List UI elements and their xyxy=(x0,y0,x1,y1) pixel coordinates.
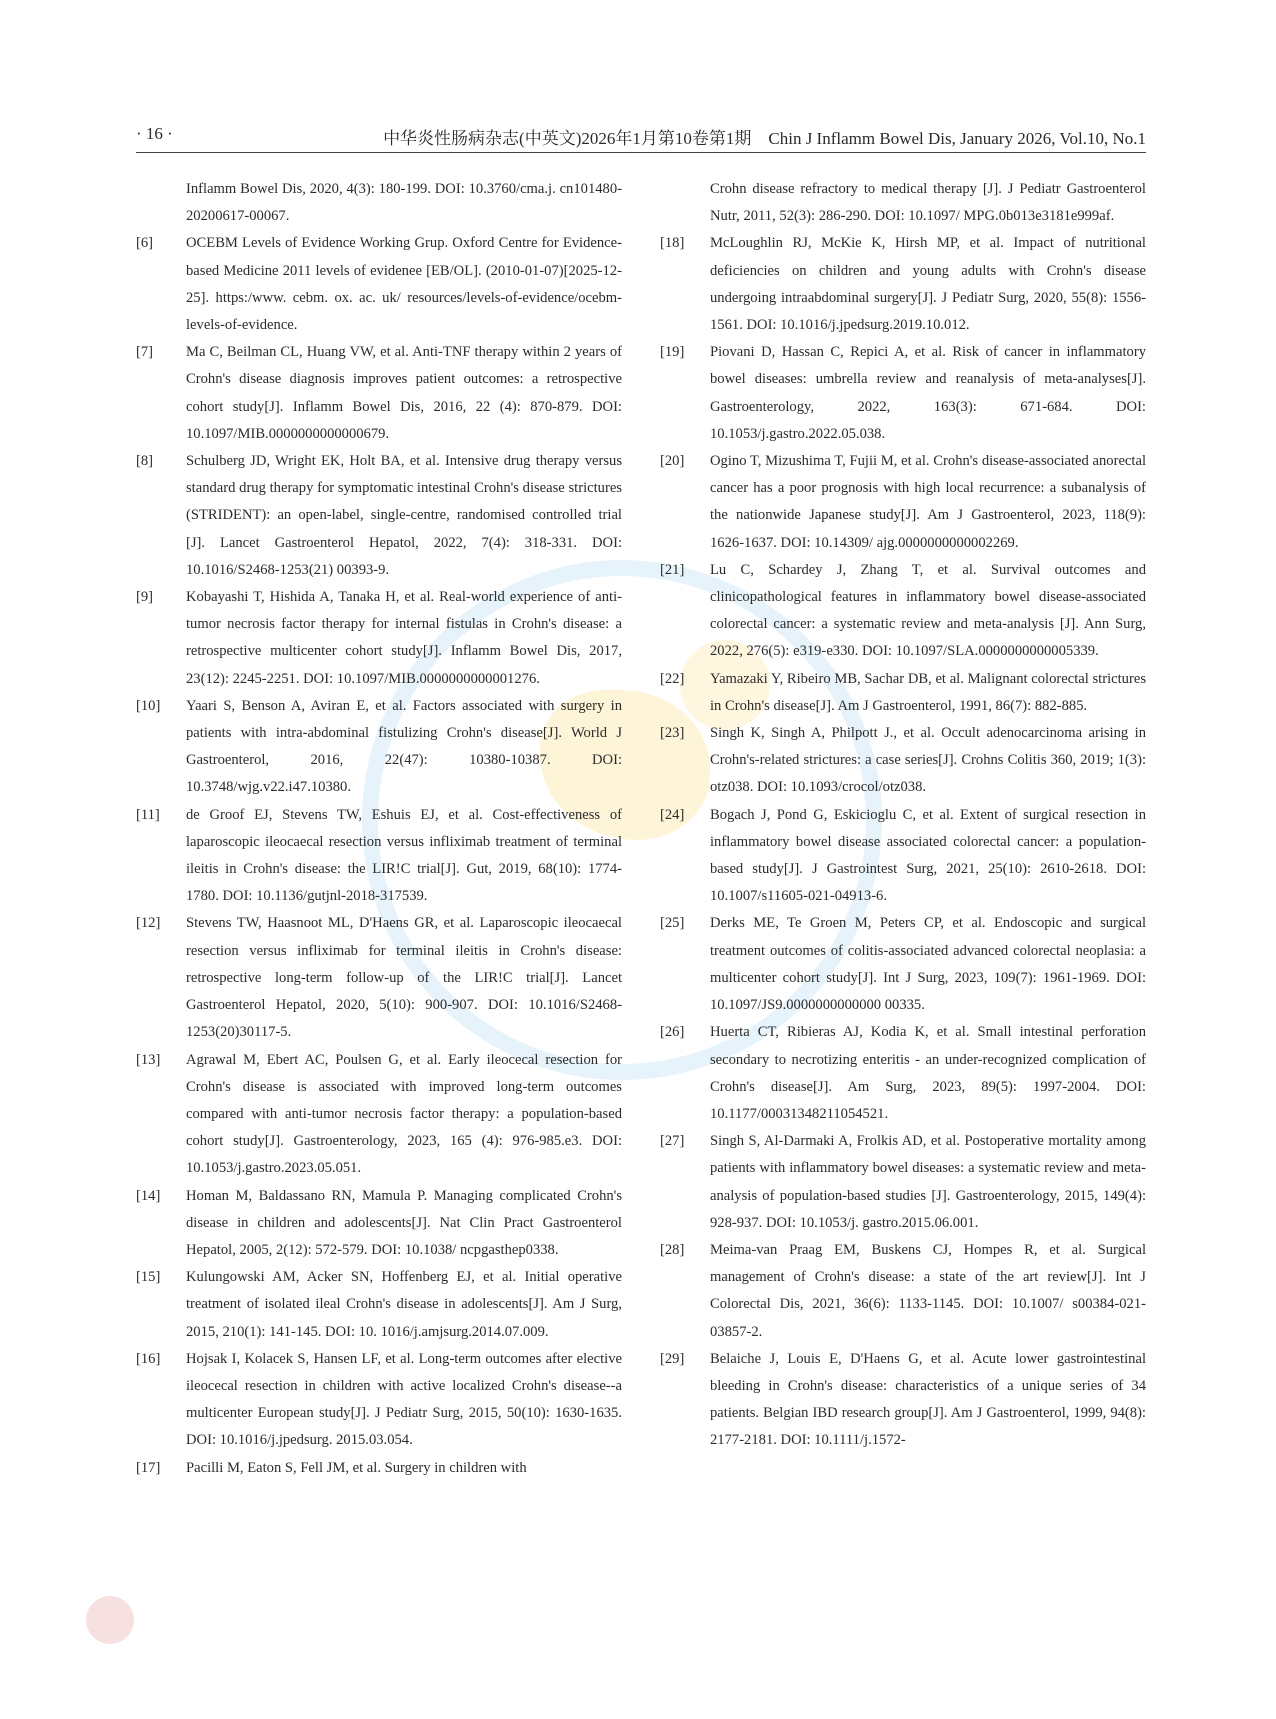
reference-entry xyxy=(136,1455,622,1482)
reference-entry xyxy=(136,1047,622,1183)
reference-text: Belaiche J, Louis E, D'Haens G, et al. Acute lower gastrointestinal bleeding in Crohn's disease: characteristics of a unique series of 34 patients. Belgian IBD research group[J]. Am J Gastroenterol, 1999, 94(8): 2177-2181. DOI: 10.1111/j.1572- xyxy=(710,1350,1146,1449)
reference-column-right xyxy=(660,176,1146,1455)
reference-number: [28] xyxy=(660,1241,685,1258)
reference-entry xyxy=(660,910,1146,1019)
reference-entry xyxy=(136,230,622,339)
page-number: · 16 · xyxy=(136,124,173,143)
reference-text: Meima-van Praag EM, Buskens CJ, Hompes R, et al. Surgical management of Crohn's disease: a state of the art review[J]. Int J Colorectal Dis, 2021, 36(6): 1133-1145. DOI: 10.1007/ s00384-021-03857-2. xyxy=(710,1241,1146,1340)
reference-entry xyxy=(660,176,1146,230)
reference-number: [6] xyxy=(136,235,154,252)
reference-text: Hojsak I, Kolacek S, Hansen LF, et al. Long-term outcomes after elective ileocecal resection in children with active localized Crohn's disease--a multicenter European study[J]. J Pediatr Surg, 2015, 50(10): 1630-1635. DOI: 10.1016/j.jpedsurg. 2015.03.054. xyxy=(186,1350,622,1449)
reference-text: Huerta CT, Ribieras AJ, Kodia K, et al. Small intestinal perforation secondary to necrotizing enteritis - an under-recognized complication of Crohn's disease[J]. Am Surg, 2023, 89(5): 1997-2004. DOI: 10.1177/00031348211054521. xyxy=(710,1024,1146,1122)
reference-entry xyxy=(660,1128,1146,1237)
reference-text: Homan M, Baldassano RN, Mamula P. Managing complicated Crohn's disease in children and adolescents[J]. Nat Clin Pract Gastroenterol Hepatol, 2005, 2(12): 572-579. DOI: 10.1038/ ncpgasthep0338. xyxy=(186,1187,622,1258)
reference-text: Singh S, Al-Darmaki A, Frolkis AD, et al. Postoperative mortality among patients with inflammatory bowel diseases: a systematic review and meta-analysis of population-based studies [J]. Gastroenterology, 2015, 149(4): 928-937. DOI: 10.1053/j. gastro.2015.06.001. xyxy=(710,1133,1146,1231)
reference-text: Yamazaki Y, Ribeiro MB, Sachar DB, et al. Malignant colorectal strictures in Crohn's disease[J]. Am J Gastroenterol, 1991, 86(7): 882-885. xyxy=(710,670,1146,714)
reference-number: [10] xyxy=(136,697,161,714)
reference-entry xyxy=(660,1346,1146,1455)
reference-number: [21] xyxy=(660,561,685,578)
reference-text: Lu C, Schardey J, Zhang T, et al. Survival outcomes and clinicopathological features in inflammatory bowel disease-associated colorectal cancer: a systematic review and meta-analysis [J]. Ann Surg, 2022, 276(5): e319-e330. DOI: 10.1097/SLA.0000000000005339. xyxy=(710,561,1146,660)
reference-text: Inflamm Bowel Dis, 2020, 4(3): 180-199. DOI: 10.3760/cma.j. cn101480-20200617-00067. xyxy=(186,181,622,225)
reference-entry xyxy=(660,557,1146,666)
reference-number: [29] xyxy=(660,1350,685,1367)
reference-number: [19] xyxy=(660,344,685,361)
reference-number: [25] xyxy=(660,915,685,932)
reference-number: [9] xyxy=(136,589,154,606)
reference-number: [11] xyxy=(136,806,160,823)
reference-number: [18] xyxy=(660,235,685,252)
reference-text: Stevens TW, Haasnoot ML, D'Haens GR, et al. Laparoscopic ileocaecal resection versus infliximab for terminal ileitis in Crohn's disease: retrospective long-term follow-up of the LIR!C trial[J]. Lancet Gastroenterol Hepatol, 2020, 5(10): 900-907. DOI: 10.1016/S2468-1253(20)30117-5. xyxy=(186,915,622,1041)
reference-text: Pacilli M, Eaton S, Fell JM, et al. Surgery in children with xyxy=(186,1459,527,1476)
reference-entry xyxy=(136,693,622,802)
reference-entry xyxy=(660,339,1146,448)
reference-number: [20] xyxy=(660,453,685,470)
reference-column-left xyxy=(136,176,622,1482)
reference-text: Schulberg JD, Wright EK, Holt BA, et al. Intensive drug therapy versus standard drug therapy for symptomatic intestinal Crohn's disease strictures (STRIDENT): an open-label, single-centre, randomised controlled trial [J]. Lancet Gastroenterol Hepatol, 2022, 7(4): 318-331. DOI: 10.1016/S2468-1253(21) 00393-9. xyxy=(186,453,622,578)
reference-text: Agrawal M, Ebert AC, Poulsen G, et al. Early ileocecal resection for Crohn's disease is associated with improved long-term outcomes compared with anti-tumor necrosis factor therapy: a population-based cohort study[J]. Gastroenterology, 2023, 165 (4): 976-985.e3. DOI: 10.1053/j.gastro.2023.05.051. xyxy=(186,1051,622,1177)
reference-text: Crohn disease refractory to medical therapy [J]. J Pediatr Gastroenterol Nutr, 2011, 52(3): 286-290. DOI: 10.1097/ MPG.0b013e3181e999af. xyxy=(710,181,1146,225)
reference-text: Ogino T, Mizushima T, Fujii M, et al. Crohn's disease-associated anorectal cancer has a poor prognosis with high local recurrence: a subanalysis of the nationwide Japanese study[J]. Am J Gastroenterol, 2023, 118(9): 1626-1637. DOI: 10.14309/ ajg.0000000000002269. xyxy=(710,453,1146,551)
reference-entry xyxy=(136,339,622,448)
reference-text: Kobayashi T, Hishida A, Tanaka H, et al. Real-world experience of anti-tumor necrosis factor therapy for internal fistulas in Crohn's disease: a retrospective multicenter cohort study[J]. Inflamm Bowel Dis, 2017, 23(12): 2245-2251. DOI: 10.1097/MIB.0000000000001276. xyxy=(186,589,622,687)
reference-number: [27] xyxy=(660,1133,685,1150)
journal-citation: 中华炎性肠病杂志(中英文)2026年1月第10卷第1期 Chin J Inflamm Bowel Dis, January 2026, Vol.10, No.1 xyxy=(383,129,1146,148)
reference-entry xyxy=(660,802,1146,911)
running-header xyxy=(136,124,1146,146)
reference-number: [17] xyxy=(136,1459,161,1476)
reference-number: [12] xyxy=(136,915,161,932)
reference-entry xyxy=(136,802,622,911)
reference-text: Ma C, Beilman CL, Huang VW, et al. Anti-TNF therapy within 2 years of Crohn's disease diagnosis improves patient outcomes: a retrospective cohort study[J]. Inflamm Bowel Dis, 2016, 22 (4): 870-879. DOI: 10.1097/MIB.0000000000000679. xyxy=(186,344,622,442)
reference-text: Bogach J, Pond G, Eskicioglu C, et al. Extent of surgical resection in inflammatory bowel disease associated colorectal cancer: a population-based study[J]. J Gastrointest Surg, 2021, 25(10): 2610-2618. DOI: 10.1007/s11605-021-04913-6. xyxy=(710,806,1146,905)
reference-entry xyxy=(136,448,622,584)
reference-text: Singh K, Singh A, Philpott J., et al. Occult adenocarcinoma arising in Crohn's-related strictures: a case series[J]. Crohns Colitis 360, 2019; 1(3): otz038. DOI: 10.1093/crocol/otz038. xyxy=(710,725,1146,796)
reference-number: [26] xyxy=(660,1024,685,1041)
reference-text: de Groof EJ, Stevens TW, Eshuis EJ, et al. Cost-effectiveness of laparoscopic ileocaecal resection versus infliximab treatment of terminal ileitis in Crohn's disease: the LIR!C trial[J]. Gut, 2019, 68(10): 1774-1780. DOI: 10.1136/gutjnl-2018-317539. xyxy=(186,806,622,905)
reference-entry xyxy=(660,666,1146,720)
reference-entry xyxy=(660,720,1146,802)
reference-entry xyxy=(136,1183,622,1265)
reference-text: Derks ME, Te Groen M, Peters CP, et al. Endoscopic and surgical treatment outcomes of colitis-associated advanced colorectal neoplasia: a multicenter cohort study[J]. Int J Surg, 2023, 109(7): 1961-1969. DOI: 10.1097/JS9.0000000000000 00335. xyxy=(710,915,1146,1014)
reference-entry xyxy=(660,448,1146,557)
reference-text: Yaari S, Benson A, Aviran E, et al. Factors associated with surgery in patients with intra-abdominal fistulizing Crohn's disease[J]. World J Gastroenterol, 2016, 22(47): 10380-10387. DOI: 10.3748/wjg.v22.i47.10380. xyxy=(186,697,622,796)
reference-entry xyxy=(136,1264,622,1346)
reference-number: [14] xyxy=(136,1187,161,1204)
publisher-logo-icon xyxy=(86,1596,134,1644)
reference-entry xyxy=(136,910,622,1046)
header-rule xyxy=(136,152,1146,153)
reference-text: McLoughlin RJ, McKie K, Hirsh MP, et al. Impact of nutritional deficiencies on children and young adults with Crohn's disease undergoing intraabdominal surgery[J]. J Pediatr Surg, 2020, 55(8): 1556-1561. DOI: 10.1016/j.jpedsurg.2019.10.012. xyxy=(710,235,1146,334)
reference-number: [13] xyxy=(136,1051,161,1068)
reference-text: Kulungowski AM, Acker SN, Hoffenberg EJ, et al. Initial operative treatment of isolated ileal Crohn's disease in adolescents[J]. Am J Surg, 2015, 210(1): 141-145. DOI: 10. 1016/j.amjsurg.2014.07.009. xyxy=(186,1269,622,1340)
reference-entry xyxy=(136,176,622,230)
reference-number: [22] xyxy=(660,670,685,687)
reference-number: [8] xyxy=(136,453,154,470)
reference-number: [16] xyxy=(136,1350,161,1367)
reference-entry xyxy=(660,230,1146,339)
reference-number: [24] xyxy=(660,806,685,823)
reference-text: Piovani D, Hassan C, Repici A, et al. Risk of cancer in inflammatory bowel diseases: umbrella review and reanalysis of meta-analyses[J]. Gastroenterology, 2022, 163(3): 671-684. DOI: 10.1053/j.gastro.2022.05.038. xyxy=(710,344,1146,442)
reference-number: [15] xyxy=(136,1269,161,1286)
reference-entry xyxy=(136,584,622,693)
reference-entry xyxy=(660,1237,1146,1346)
reference-entry xyxy=(136,1346,622,1455)
reference-number: [7] xyxy=(136,344,154,361)
reference-text: OCEBM Levels of Evidence Working Grup. Oxford Centre for Evidence-based Medicine 2011 levels of evidenee [EB/OL]. (2010-01-07)[2025-12-25]. https:/www. cebm. ox. ac. uk/ resources/levels-of-evidence/ocebm-levels-of-evidence. xyxy=(186,235,622,334)
reference-number: [23] xyxy=(660,725,685,742)
reference-entry xyxy=(660,1019,1146,1128)
